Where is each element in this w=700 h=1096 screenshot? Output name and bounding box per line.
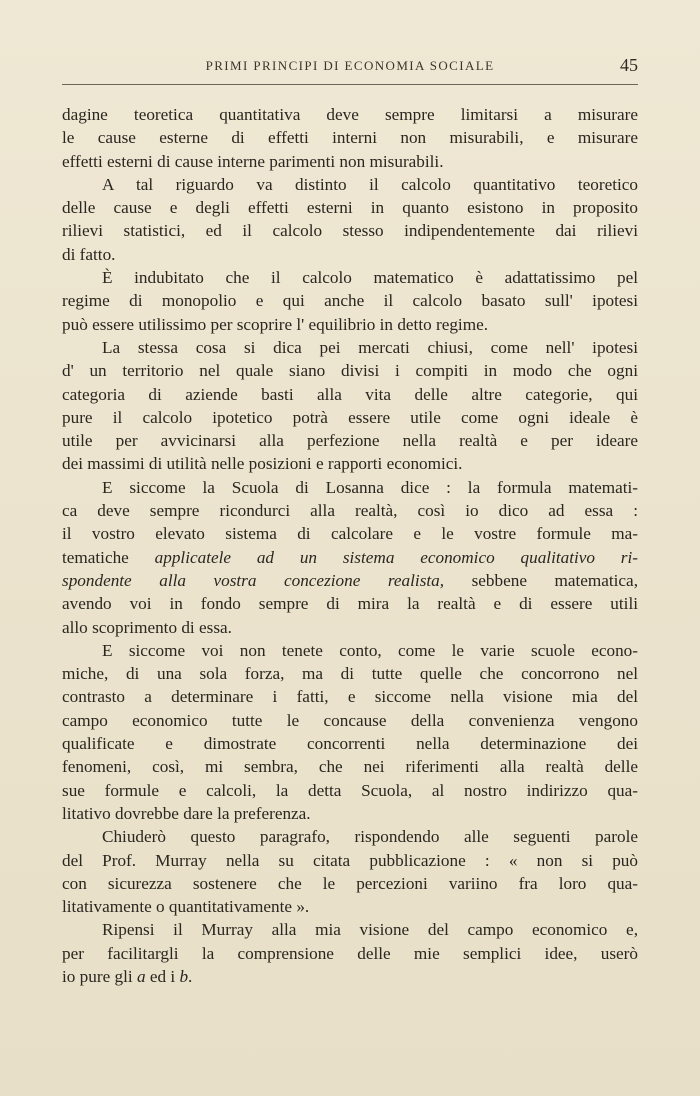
body-text (62, 103, 638, 988)
text-line (62, 266, 638, 289)
text-line (62, 709, 638, 732)
line-text: ed i (145, 966, 180, 986)
line-text: contrasto a determinare i fatti, e siccome nella visione mia del (62, 687, 638, 707)
line-text: A tal riguardo va distinto il calcolo quantitativo teoretico (102, 174, 638, 194)
text-line (62, 313, 638, 336)
text-line (62, 895, 638, 918)
line-text: rilievi statistici, ed il calcolo stesso indipendentemente dai rilievi (62, 221, 638, 241)
text-line (62, 336, 638, 359)
line-text: categoria di aziende basti alla vita delle altre categorie, qui (62, 384, 638, 404)
line-text: sue formule e calcoli, la detta Scuola, al nostro indirizzo qua- (62, 780, 638, 800)
text-line (62, 685, 638, 708)
line-text: io pure gli (62, 966, 137, 986)
text-line (62, 569, 638, 592)
italic-text: applicatele ad un sistema economico qualitativo ri- (154, 547, 638, 567)
text-line (62, 243, 638, 266)
italic-text: a (136, 966, 146, 986)
line-text: dei massimi di utilità nelle posizioni e rapporti economici. (62, 454, 463, 474)
line-text: d' un territorio nel quale siano divisi i compiti in modo che ogni (62, 361, 638, 381)
header-rule (62, 84, 638, 85)
line-text: con sicurezza sostenere che le percezioni variino fra loro qua- (62, 873, 638, 893)
text-line (62, 546, 638, 569)
line-text: il vostro elevato sistema di calcolare e le vostre formule ma- (62, 524, 638, 544)
line-text: sebbene matematica, (444, 570, 638, 590)
line-text: pure il calcolo ipotetico potrà essere utile come ogni ideale è (62, 407, 638, 427)
text-line (62, 779, 638, 802)
text-line (62, 219, 638, 242)
line-text: può essere utilissimo per scoprire l' equilibrio in detto regime. (62, 314, 489, 334)
line-text: del Prof. Murray nella su citata pubblicazione : « non si può (62, 850, 638, 870)
line-text: È indubitato che il calcolo matematico è adattatissimo pel (102, 268, 638, 288)
line-text: miche, di una sola forza, ma di tutte quelle che concorrono nel (62, 664, 638, 684)
line-text: litativamente o quantitativamente ». (62, 897, 310, 917)
line-text: delle cause e degli effetti esterni in quanto esistono in proposito (62, 198, 638, 218)
line-text: di fatto. (62, 244, 116, 264)
page-number: 45 (620, 55, 638, 75)
text-line (62, 802, 638, 825)
text-line (62, 452, 638, 475)
text-line (62, 639, 638, 662)
text-line (62, 429, 638, 452)
line-text: . (188, 966, 193, 986)
line-text: campo economico tutte le concause della convenienza vengono (62, 710, 638, 730)
text-line (62, 849, 638, 872)
text-line (62, 499, 638, 522)
line-text: allo scoprimento di essa. (62, 617, 232, 637)
text-line (62, 825, 638, 848)
text-line (62, 359, 638, 382)
text-line (62, 872, 638, 895)
line-text: qualificate e dimostrate concorrenti nella determinazione dei (62, 734, 638, 754)
line-text: utile per avvicinarsi alla perfezione nella realtà e per ideare (62, 431, 638, 451)
text-line (62, 522, 638, 545)
text-line (62, 173, 638, 196)
line-text: La stessa cosa si dica pei mercati chiusi, come nell' ipotesi (102, 337, 638, 357)
text-line (62, 662, 638, 685)
line-text: per facilitargli la comprensione delle mie semplici idee, userò (62, 943, 638, 963)
text-line (62, 965, 638, 988)
line-text: effetti esterni di cause interne parimenti non misurabili. (62, 151, 444, 171)
text-line (62, 196, 638, 219)
text-line (62, 592, 638, 615)
line-text: E siccome la Scuola di Losanna dice : la formula matemati- (102, 477, 638, 497)
line-text: tematiche (62, 547, 155, 567)
line-text: ca deve sempre ricondurci alla realtà, così io dico ad essa : (62, 501, 638, 521)
line-text: dagine teoretica quantitativa deve sempre limitarsi a misurare (62, 105, 638, 124)
text-line (62, 918, 638, 941)
text-line (62, 732, 638, 755)
line-text: regime di monopolio e qui anche il calcolo basato sull' ipotesi (62, 291, 638, 311)
line-text: litativo dovrebbe dare la preferenza. (62, 803, 311, 823)
italic-text: b (179, 966, 189, 986)
line-text: Chiuderò questo paragrafo, rispondendo alle seguenti parole (102, 827, 638, 847)
text-line (62, 406, 638, 429)
line-text: le cause esterne di effetti interni non misurabili, e misurare (62, 128, 638, 148)
text-line (62, 126, 638, 149)
text-line (62, 103, 638, 126)
line-text: fenomeni, così, mi sembra, che nei riferimenti alla realtà delle (62, 757, 638, 777)
italic-text: spondente alla vostra concezione realista, (62, 570, 445, 590)
page-header (62, 55, 638, 84)
text-line (62, 755, 638, 778)
line-text: avendo voi in fondo sempre di mira la realtà e di essere utili (62, 594, 638, 614)
text-line (62, 476, 638, 499)
line-text: Ripensi il Murray alla mia visione del campo economico e, (102, 920, 638, 940)
text-line (62, 150, 638, 173)
text-line (62, 383, 638, 406)
text-line (62, 616, 638, 639)
running-title: PRIMI PRINCIPI DI ECONOMIA SOCIALE (205, 58, 495, 73)
text-line (62, 289, 638, 312)
text-line (62, 942, 638, 965)
line-text: E siccome voi non tenete conto, come le varie scuole econo- (102, 640, 638, 660)
